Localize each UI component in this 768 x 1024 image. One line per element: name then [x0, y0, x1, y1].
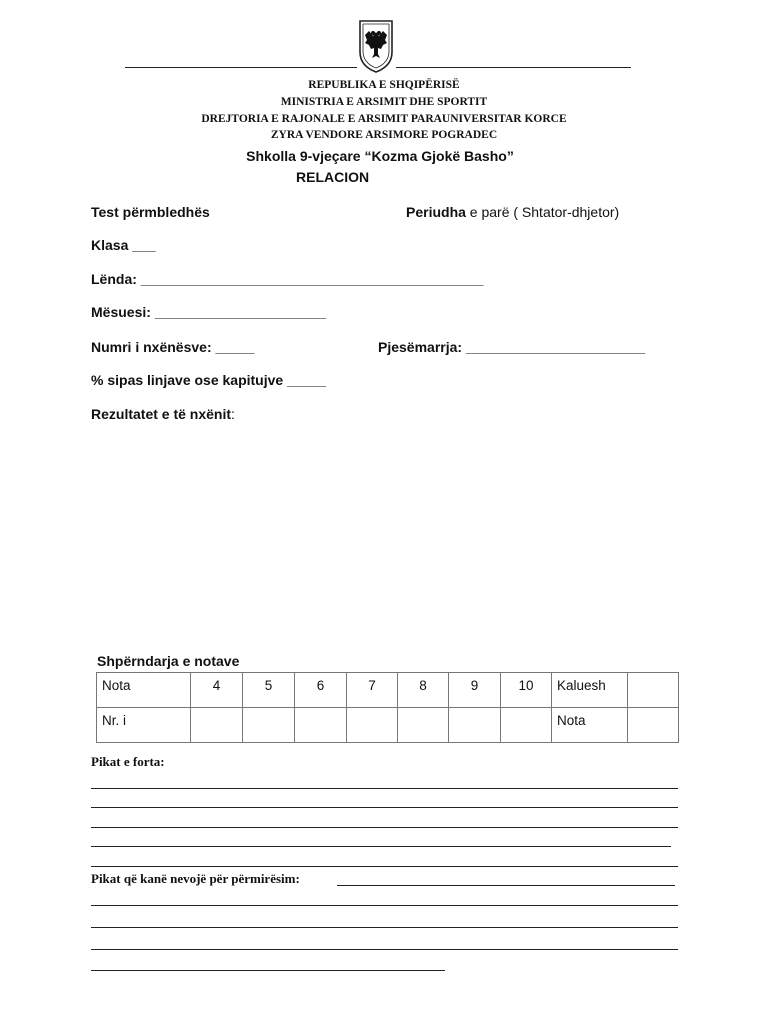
strengths-line — [91, 788, 678, 789]
header-rule-right — [396, 67, 631, 68]
document-title: RELACION — [296, 169, 370, 185]
improvements-line — [91, 949, 678, 950]
teacher-field: Mësuesi: ______________________ — [91, 304, 327, 320]
table-cell: 6 — [295, 673, 347, 708]
improvements-line — [91, 927, 678, 928]
office-name: ZYRA VENDORE ARSIMORE POGRADEC — [270, 129, 498, 141]
directorate-name: DREJTORIA E RAJONALE E ARSIMIT PARAUNIVERSITAR KORCE — [201, 113, 567, 125]
student-count-field: Numri i nxënësve: _____ — [91, 339, 255, 355]
albania-emblem — [357, 18, 395, 74]
table-cell — [191, 708, 243, 743]
header-rule-left — [125, 67, 357, 68]
strengths-line — [91, 807, 678, 808]
table-row — [97, 673, 679, 708]
table-cell: 10 — [501, 673, 552, 708]
strengths-label: Pikat e forta: — [91, 754, 165, 769]
table-cell: 4 — [191, 673, 243, 708]
subject-field: Lënda: ____________________________________________ — [91, 271, 484, 287]
class-field: Klasa ___ — [91, 237, 156, 253]
period-value: e parë ( Shtator-dhjetor) — [465, 204, 620, 220]
table-cell — [398, 708, 449, 743]
improvements-line — [91, 905, 678, 906]
table-cell — [501, 708, 552, 743]
test-type: Test përmbledhës — [91, 204, 210, 220]
table-cell: Kaluesh — [552, 673, 628, 708]
table-cell: Nr. i — [97, 708, 191, 743]
strengths-line — [91, 827, 678, 828]
table-cell: 5 — [243, 673, 295, 708]
table-cell — [628, 708, 679, 743]
table-cell — [628, 673, 679, 708]
table-row — [97, 708, 679, 743]
percentage-field: % sipas linjave ose kapitujve _____ — [91, 372, 327, 388]
period-label: Periudha — [406, 204, 466, 220]
learning-results-label: Rezultatet e të nxënit — [91, 406, 232, 422]
improvements-label: Pikat që kanë nevojë për përmirësim: — [91, 871, 300, 886]
republic-name: REPUBLIKA E SHQIPËRISË — [308, 79, 460, 91]
table-cell — [243, 708, 295, 743]
table-cell: Nota — [97, 673, 191, 708]
improvements-line — [91, 970, 445, 971]
table-cell: 9 — [449, 673, 501, 708]
table-cell: 8 — [398, 673, 449, 708]
table-cell — [295, 708, 347, 743]
table-cell — [347, 708, 398, 743]
learning-results-colon: : — [231, 406, 235, 422]
participation-field: Pjesëmarrja: _______________________ — [378, 339, 646, 355]
period-field — [406, 204, 619, 220]
grade-distribution-title: Shpërndarja e notave — [97, 653, 240, 669]
ministry-name: MINISTRIA E ARSIMIT DHE SPORTIT — [280, 96, 488, 108]
grade-distribution-table — [96, 672, 679, 743]
school-name: Shkolla 9-vjeçare “Kozma Gjokë Basho” — [246, 148, 514, 164]
strengths-line — [91, 846, 671, 847]
table-cell: Nota — [552, 708, 628, 743]
strengths-line — [91, 866, 678, 867]
learning-results-field — [91, 406, 235, 422]
table-cell: 7 — [347, 673, 398, 708]
table-cell — [449, 708, 501, 743]
improvements-line — [337, 885, 675, 886]
